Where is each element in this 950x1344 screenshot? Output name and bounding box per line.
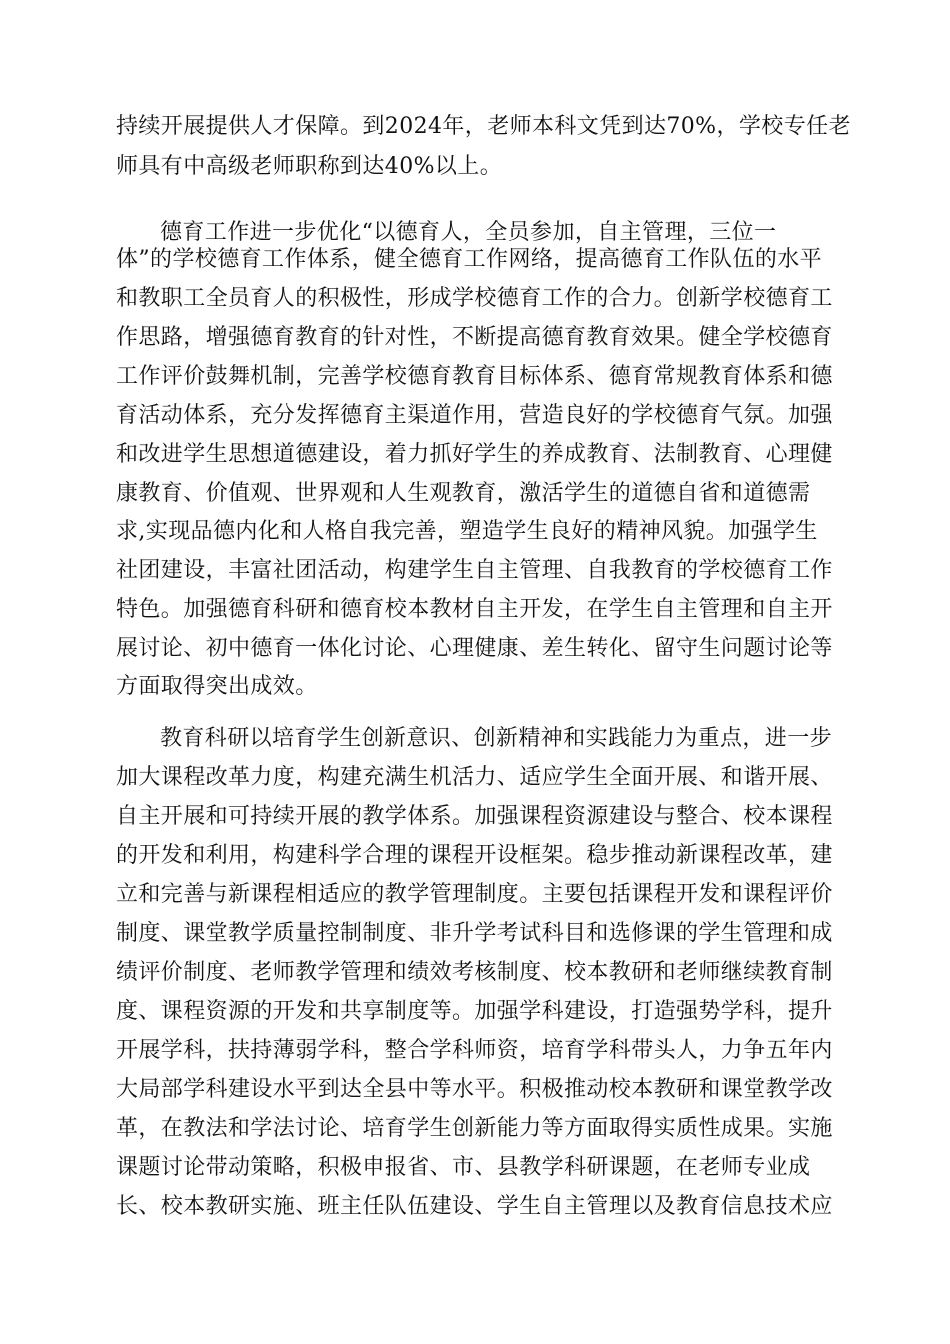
paragraph-3-line-9: 开展学科，扶持薄弱学科，整合学科师资，培育学科带头人，力争五年内 xyxy=(116,1038,833,1063)
paragraph-3-line-2: 加大课程改革力度，构建充满生机活力、适应学生全面开展、和谐开展、 xyxy=(116,765,833,790)
paragraph-2-line-11: 特色。加强德育科研和德育校本教材自主开发，在学生自主管理和自主开 xyxy=(116,597,833,622)
paragraph-2-line-2: 体”的学校德育工作体系，健全德育工作网络，提高德育工作队伍的水平 xyxy=(116,247,823,272)
paragraph-3-line-10: 大局部学科建设水平到达全县中等水平。积极推动校本教研和课堂教学改 xyxy=(116,1077,833,1102)
paragraph-2-line-3: 和教职工全员育人的积极性，形成学校德育工作的合力。创新学校德育工 xyxy=(116,286,833,311)
paragraph-3-line-12: 课题讨论带动策略，积极申报省、市、县教学科研课题，在老师专业成 xyxy=(116,1155,811,1180)
paragraph-3-line-11: 革，在教法和学法讨论、培育学生创新能力等方面取得实质性成果。实施 xyxy=(116,1116,833,1141)
paragraph-2-line-5: 工作评价鼓舞机制，完善学校德育教育目标体系、德育常规教育体系和德 xyxy=(116,364,833,389)
paragraph-3-line-5: 立和完善与新课程相适应的教学管理制度。主要包括课程开发和课程评价 xyxy=(116,882,833,907)
paragraph-2-line-4: 作思路，增强德育教育的针对性，不断提高德育教育效果。健全学校德育 xyxy=(116,325,833,350)
paragraph-1-line-2: 师具有中高级老师职称到达40%以上。 xyxy=(116,154,503,179)
paragraph-2-line-13: 方面取得突出成效。 xyxy=(116,674,318,699)
paragraph-3-line-1: 教育科研以培育学生创新意识、创新精神和实践能力为重点，进一步 xyxy=(160,726,833,751)
paragraph-2-line-6: 育活动体系，充分发挥德育主渠道作用，营造良好的学校德育气氛。加强 xyxy=(116,403,833,428)
paragraph-3-line-6: 制度、课堂教学质量控制制度、非升学考试科目和选修课的学生管理和成 xyxy=(116,921,833,946)
paragraph-3-line-8: 度、课程资源的开发和共享制度等。加强学科建设，打造强势学科，提升 xyxy=(116,999,833,1024)
paragraph-2-line-12: 展讨论、初中德育一体化讨论、心理健康、差生转化、留守生问题讨论等 xyxy=(116,636,833,661)
paragraph-2-line-7: 和改进学生思想道德建设，着力抓好学生的养成教育、法制教育、心理健 xyxy=(116,442,833,467)
paragraph-2-line-8: 康教育、价值观、世界观和人生观教育，激活学生的道德自省和道德需 xyxy=(116,481,811,506)
paragraph-3-line-7: 绩评价制度、老师教学管理和绩效考核制度、校本教研和老师继续教育制 xyxy=(116,960,833,985)
paragraph-2-line-10: 社团建设，丰富社团活动，构建学生自主管理、自我教育的学校德育工作 xyxy=(116,558,833,583)
paragraph-3-line-13: 长、校本教研实施、班主任队伍建设、学生自主管理以及教育信息技术应 xyxy=(116,1194,833,1219)
paragraph-2-line-1: 德育工作进一步优化“以德育人，全员参加，自主管理，三位一 xyxy=(160,220,777,245)
paragraph-1-line-1: 持续开展提供人才保障。到2024年，老师本科文凭到达70%，学校专任老 xyxy=(116,114,851,139)
paragraph-2-line-9: 求,实现品德内化和人格自我完善，塑造学生良好的精神风貌。加强学生 xyxy=(116,519,818,544)
paragraph-3-line-4: 的开发和利用，构建科学合理的课程开设框架。稳步推动新课程改革，建 xyxy=(116,843,833,868)
paragraph-3-line-3: 自主开展和可持续开展的教学体系。加强课程资源建设与整合、校本课程 xyxy=(116,804,833,829)
